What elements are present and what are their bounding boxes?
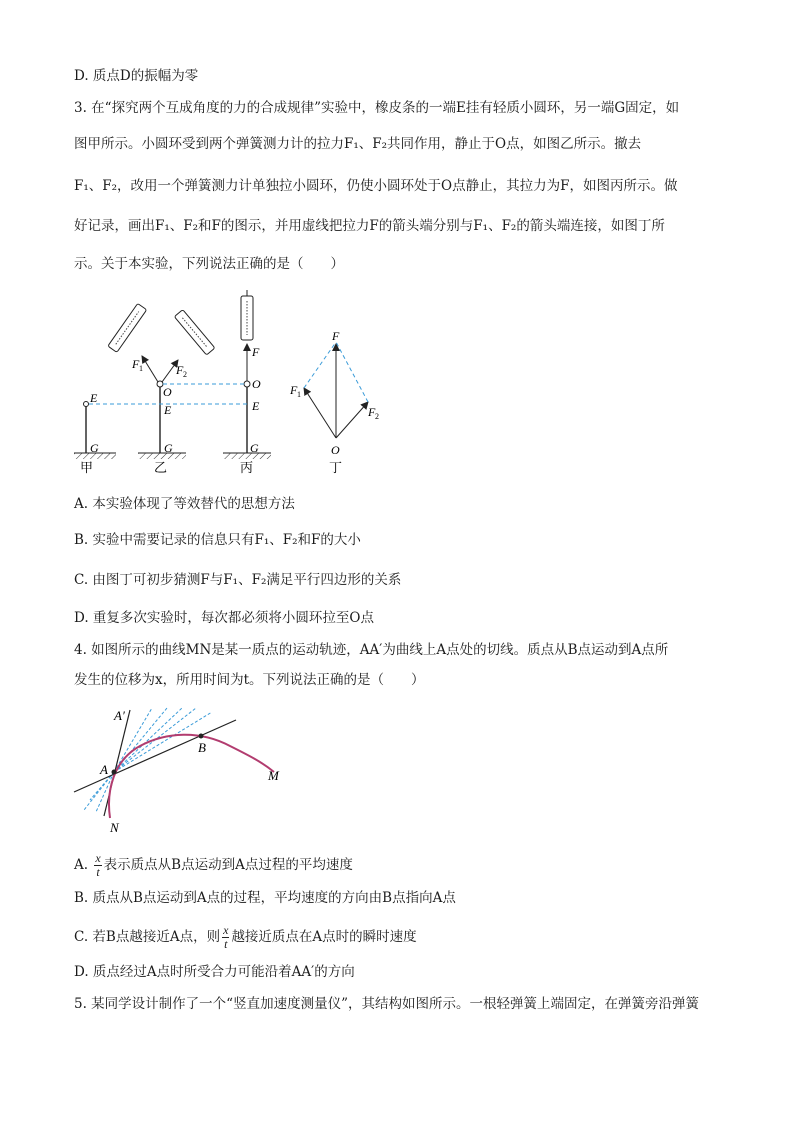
label-E-bing: E xyxy=(252,399,260,413)
q3-stem-line3: F₁、F₂，改用一个弹簧测力计单独拉小圆环，仍使小圆环处于O点静止，其拉力为F，如图丙所示。做 xyxy=(74,178,678,194)
label-F2-ding: F xyxy=(368,405,376,419)
fraction-x-over-t xyxy=(222,924,229,951)
q3-stem-line2: 图甲所示。小圆环受到两个弹簧测力计的拉力F₁、F₂共同作用，静止于O点，如图乙所示。撤去 xyxy=(74,136,642,152)
label-F1-yi: F xyxy=(132,357,140,371)
label-B: B xyxy=(198,740,206,755)
q4-option-a-prefix: A. xyxy=(74,857,89,873)
q4-option-a xyxy=(74,852,734,879)
label-E-jia: E xyxy=(90,391,98,405)
q3-option-b: B. 实验中需要记录的信息只有F₁、F₂和F的大小 xyxy=(74,532,361,548)
label-F1-ding: F xyxy=(290,383,298,397)
label-F2-sub-yi: 2 xyxy=(183,370,187,379)
label-F-ding: F xyxy=(332,329,340,343)
q3-option-c: C. 由图丁可初步猜测F与F₁、F₂满足平行四边形的关系 xyxy=(74,572,402,588)
label-O-bing: O xyxy=(252,377,261,391)
q3-stem-line1: 3. 在“探究两个互成角度的力的合成规律”实验中，橡皮条的一端E挂有轻质小圆环，另一端G固定，如 xyxy=(74,100,680,116)
q3-option-d: D. 重复多次实验时，每次都必须将小圆环拉至O点 xyxy=(74,610,374,626)
q4-option-c-prefix: C. 若B点越接近A点，则 xyxy=(74,929,221,945)
label-G-yi: G xyxy=(164,441,173,455)
q4-option-a-text: 表示质点从B点运动到A点过程的平均速度 xyxy=(103,857,353,873)
label-F-bing: F xyxy=(252,345,260,359)
label-G-jia: G xyxy=(90,441,99,455)
fraction-numerator: x xyxy=(95,851,101,865)
q5-stem-line1: 5. 某同学设计制作了一个“竖直加速度测量仪”，其结构如图所示。一根轻弹簧上端固定，在弹簧旁沿弹簧 xyxy=(74,996,699,1012)
label-O-yi: O xyxy=(163,385,172,399)
q3-figure xyxy=(70,288,400,483)
label-E-yi: E xyxy=(164,403,172,417)
caption-bing: 丙 xyxy=(240,460,254,475)
q4-stem-line2: 发生的位移为x，所用时间为t。下列说法正确的是（ ） xyxy=(74,672,425,688)
caption-ding: 丁 xyxy=(329,460,343,475)
label-G-bing: G xyxy=(250,441,259,455)
q3-stem-line4: 好记录，画出F₁、F₂和F的图示，并用虚线把拉力F的箭头端分别与F₁、F₂的箭头端连接，如图丁所 xyxy=(74,218,665,234)
fraction-numerator: x xyxy=(223,923,229,937)
label-F1-sub-yi: 1 xyxy=(139,364,143,373)
label-F2-yi: F xyxy=(176,363,184,377)
q4-stem-line1: 4. 如图所示的曲线MN是某一质点的运动轨迹，AA′为曲线上A点处的切线。质点从B点运动到A点所 xyxy=(74,642,669,658)
q4-option-b: B. 质点从B点运动到A点的过程，平均速度的方向由B点指向A点 xyxy=(74,890,456,906)
fraction-denominator: t xyxy=(96,865,100,879)
q3-stem-line5: 示。关于本实验，下列说法正确的是（ ） xyxy=(74,256,344,272)
q2-option-d: D. 质点D的振幅为零 xyxy=(74,68,199,84)
fraction-x-over-t xyxy=(94,852,101,879)
q4-option-c xyxy=(74,924,734,951)
fraction-denominator: t xyxy=(224,937,228,951)
q3-option-a: A. 本实验体现了等效替代的思想方法 xyxy=(74,496,295,512)
label-N: N xyxy=(110,820,119,835)
caption-yi: 乙 xyxy=(154,460,168,475)
label-F2-sub-ding: 2 xyxy=(375,412,379,421)
label-A-prime: A′ xyxy=(114,708,125,723)
label-A: A xyxy=(100,762,108,777)
q4-figure xyxy=(70,700,290,840)
q4-option-d: D. 质点经过A点时所受合力可能沿着AA′的方向 xyxy=(74,964,355,980)
caption-jia: 甲 xyxy=(80,460,94,475)
label-F1-sub-ding: 1 xyxy=(297,390,301,399)
label-M: M xyxy=(268,768,279,783)
label-O-ding: O xyxy=(331,443,340,457)
q4-option-c-text: 越接近质点在A点时的瞬时速度 xyxy=(231,929,417,945)
